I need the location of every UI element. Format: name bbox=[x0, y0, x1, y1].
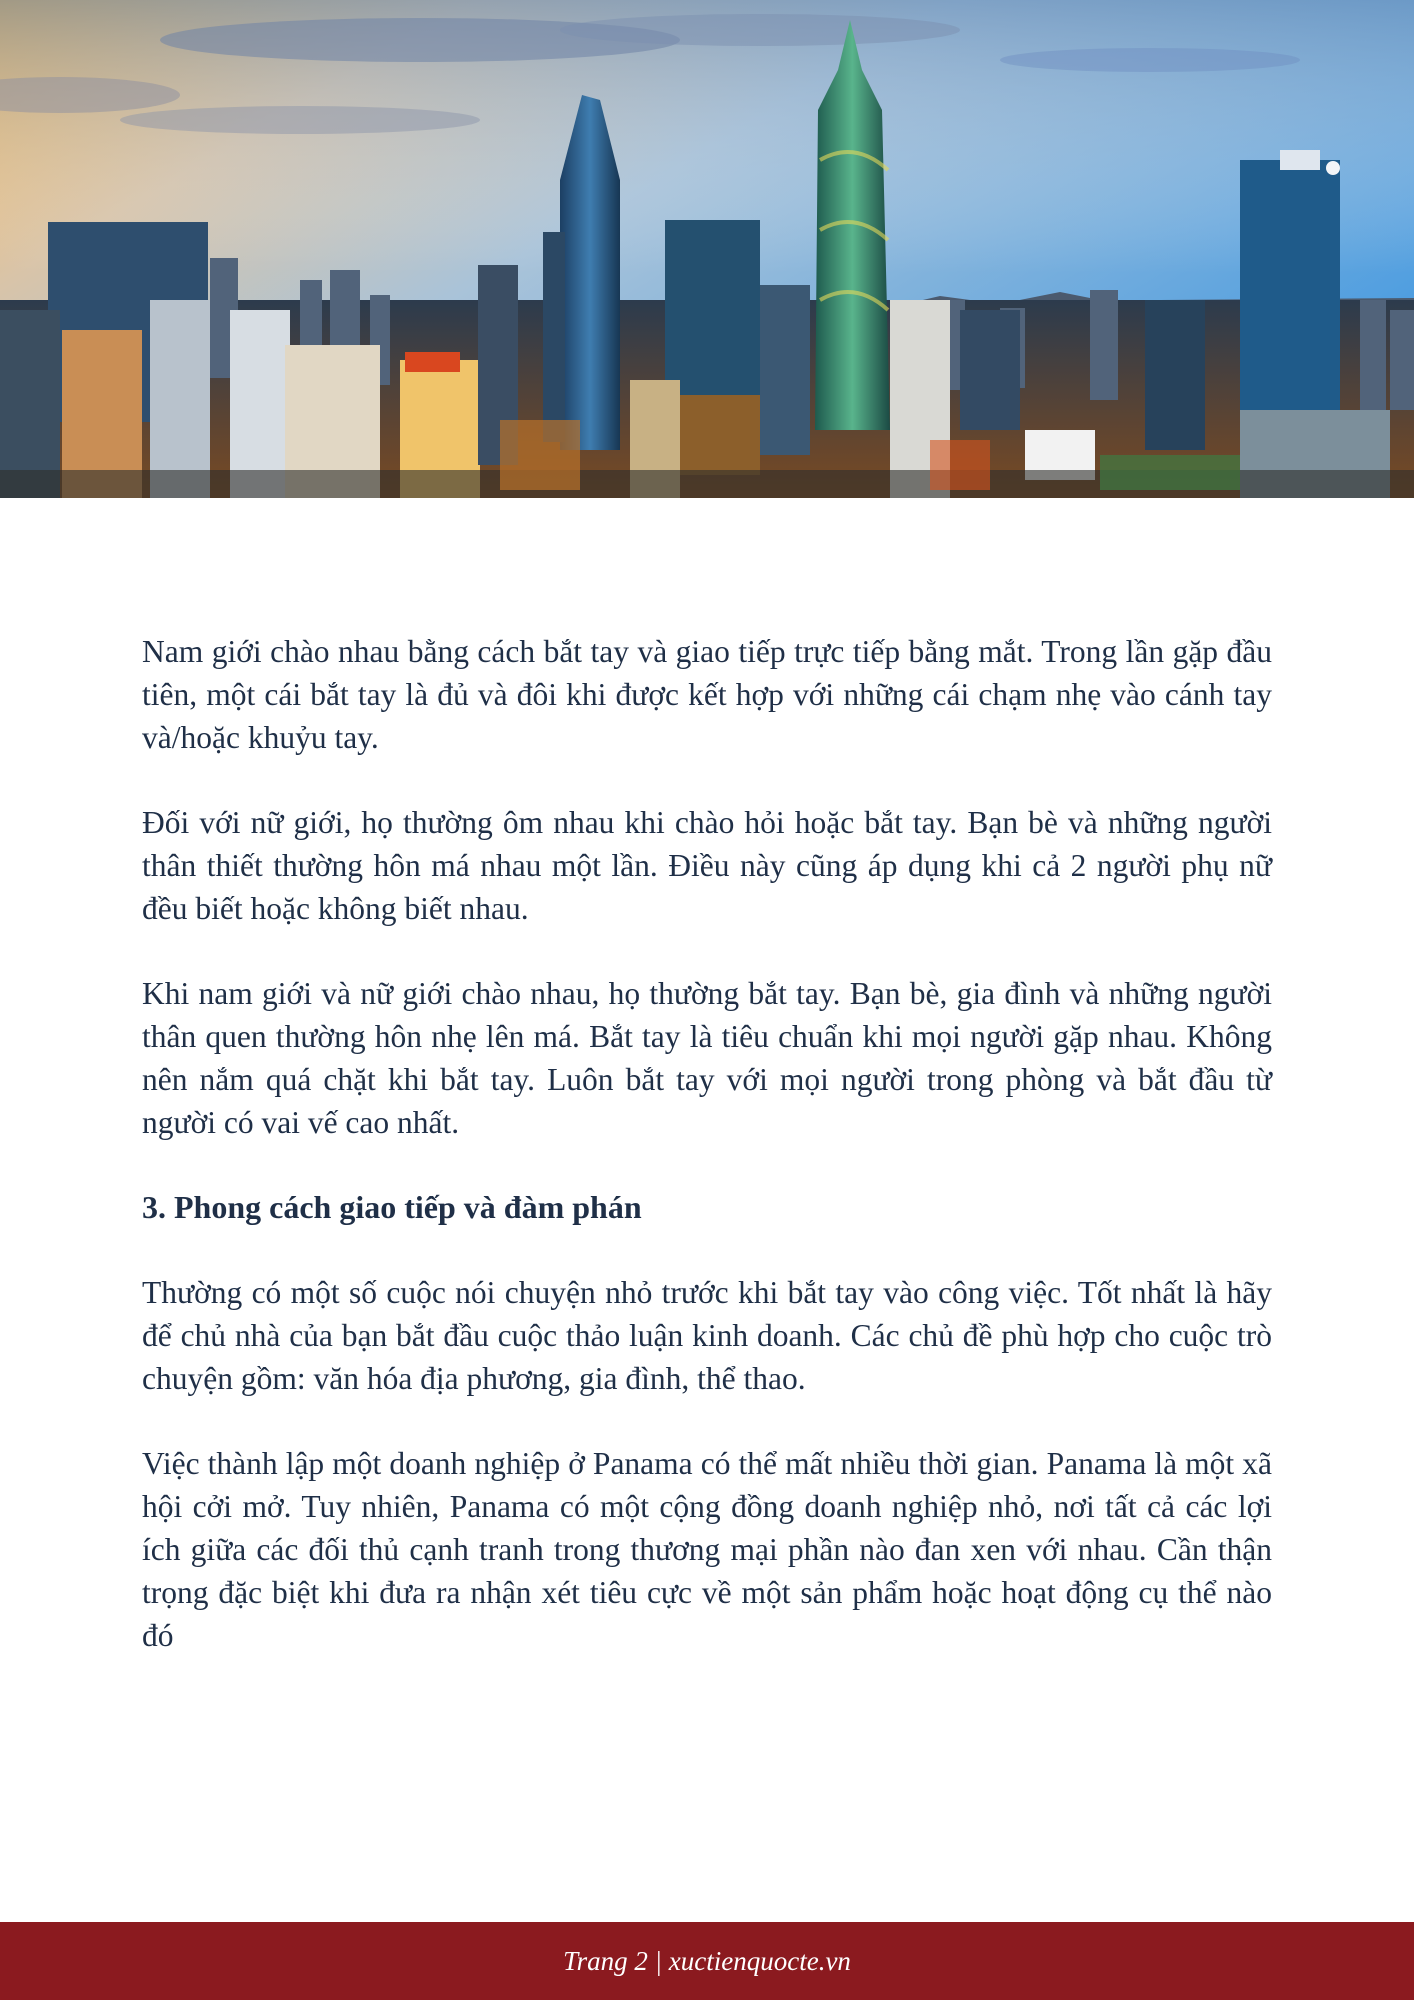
page-footer bbox=[0, 1922, 1414, 2000]
city-skyline-illustration bbox=[0, 0, 1414, 498]
paragraph-women-greeting: Đối với nữ giới, họ thường ôm nhau khi chào hỏi hoặc bắt tay. Bạn bè và những người thân thiết thường hôn má nhau một lần. Điều này cũng áp dụng khi cả 2 người phụ nữ đều biết hoặc không biết nhau. bbox=[142, 805, 1272, 926]
main-content bbox=[142, 630, 1272, 1699]
footer-page-label: Trang 2 | xuctienquocte.vn bbox=[563, 1945, 851, 1976]
paragraph-men-greeting: Nam giới chào nhau bằng cách bắt tay và giao tiếp trực tiếp bằng mắt. Trong lần gặp đầu tiên, một cái bắt tay là đủ và đôi khi được kết hợp với những cái chạm nhẹ vào cánh tay và/hoặc khuỷu tay. bbox=[142, 634, 1272, 755]
banner-image bbox=[0, 0, 1414, 498]
paragraph-small-talk: Thường có một số cuộc nói chuyện nhỏ trước khi bắt tay vào công việc. Tốt nhất là hãy để chủ nhà của bạn bắt đầu cuộc thảo luận kinh doanh. Các chủ đề phù hợp cho cuộc trò chuyện gồm: văn hóa địa phương, gia đình, thể thao. bbox=[142, 1275, 1272, 1396]
paragraph-business-community: Việc thành lập một doanh nghiệp ở Panama có thể mất nhiều thời gian. Panama là một xã hội cởi mở. Tuy nhiên, Panama có một cộng đồng doanh nghiệp nhỏ, nơi tất cả các lợi ích giữa các đối thủ cạnh tranh trong thương mại phần nào đan xen với nhau. Cần thận trọng đặc biệt khi đưa ra nhận xét tiêu cực về một sản phẩm hoặc hoạt động cụ thể nào đó bbox=[142, 1446, 1272, 1653]
section-heading: 3. Phong cách giao tiếp và đàm phán bbox=[142, 1189, 642, 1225]
paragraph-mixed-greeting: Khi nam giới và nữ giới chào nhau, họ thường bắt tay. Bạn bè, gia đình và những người thân quen thường hôn nhẹ lên má. Bắt tay là tiêu chuẩn khi mọi người gặp nhau. Không nên nắm quá chặt khi bắt tay. Luôn bắt tay với mọi người trong phòng và bắt đầu từ người có vai vế cao nhất. bbox=[142, 976, 1272, 1140]
